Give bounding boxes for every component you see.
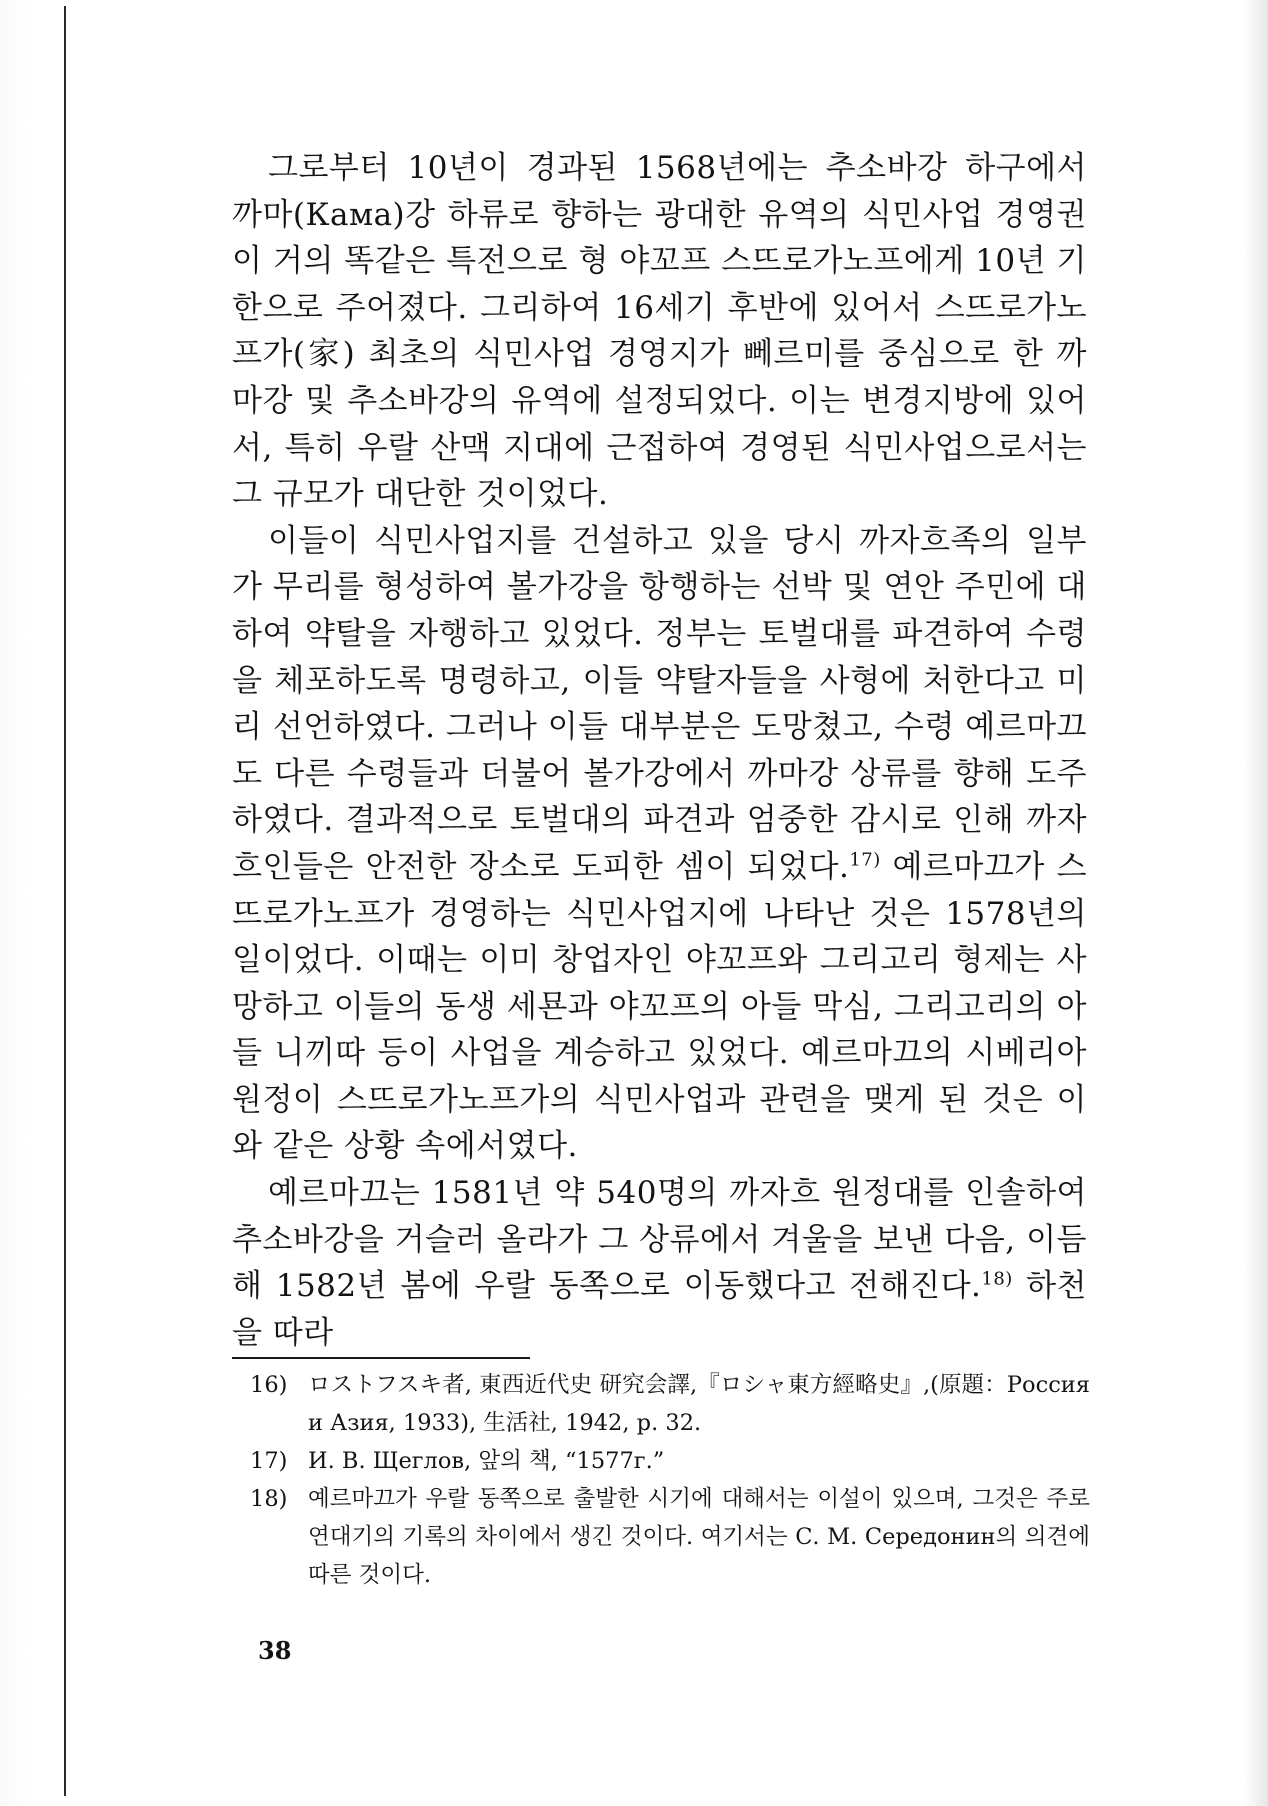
footnote-16 <box>250 1366 1090 1442</box>
footnote-number: 16) <box>250 1372 288 1398</box>
footnote-text: ロストフスキ者, 東西近代史 研究会譯,『ロシャ東方經略史』,(原題：Россия и Азия, 1933), 生活社, 1942, p. 32. <box>308 1372 1090 1436</box>
footnote-text: 예르마끄가 우랄 동쪽으로 출발한 시기에 대해서는 이설이 있으며, 그것은 주로 연대기의 기록의 차이에서 생긴 것이다. 여기서는 С. М. Середонин의 의견에 따른 것이다. <box>308 1486 1090 1588</box>
paragraph-2 <box>232 518 1087 1170</box>
paragraph-3-text-a: 예르마끄는 1581년 약 540명의 까자흐 원정대를 인솔하여 추소바강을 거슬러 올라가 그 상류에서 겨울을 보낸 다음, 이듬해 1582년 봄에 우랄 동쪽으로 이동했다고 전해진다. <box>232 1175 1087 1305</box>
footnote-ref-17: 17) <box>849 849 881 871</box>
footnotes <box>250 1366 1090 1594</box>
book-page-edge <box>64 6 66 1796</box>
footnote-number: 18) <box>250 1486 288 1512</box>
page-number: 38 <box>258 1636 292 1665</box>
body-text <box>232 145 1087 1356</box>
paragraph-2-text-b: 예르마끄가 스뜨로가노프가 경영하는 식민사업지에 나타난 것은 1578년의 일이었다. 이때는 이미 창업자인 야꼬프와 그리고리 형제는 사망하고 이들의 동생 세묜과 야꼬프의 아들 막심, 그리고리의 아들 니끼따 등이 사업을 계승하고 있었다. 예르마끄의 시베리아 원정이 스뜨로가노프가의 식민사업과 관련을 맺게 된 것은 이와 같은 상황 속에서였다. <box>232 848 1087 1165</box>
page-left-margin <box>0 0 30 1806</box>
footnote-text: И. В. Щеглов, 앞의 책, “1577г.” <box>308 1448 665 1474</box>
footnote-ref-18: 18) <box>981 1268 1013 1290</box>
footnote-18 <box>250 1480 1090 1594</box>
footnote-17 <box>250 1442 1090 1480</box>
paragraph-1: 그로부터 10년이 경과된 1568년에는 추소바강 하구에서 까마(Кама)강 하류로 향하는 광대한 유역의 식민사업 경영권이 거의 똑같은 특전으로 형 야꼬프 스뜨로가노프에게 10년 기한으로 주어졌다. 그리하여 16세기 후반에 있어서 스뜨로가노프가(家) 최초의 식민사업 경영지가 뻬르미를 중심으로 한 까마강 및 추소바강의 유역에 설정되었다. 이는 변경지방에 있어서, 특히 우랄 산맥 지대에 근접하여 경영된 식민사업으로서는 그 규모가 대단한 것이었다. <box>232 150 1087 513</box>
page-right-shadow <box>1244 0 1268 1806</box>
paragraph-2-text-a: 이들이 식민사업지를 건설하고 있을 당시 까자흐족의 일부가 무리를 형성하여 볼가강을 항행하는 선박 및 연안 주민에 대하여 약탈을 자행하고 있었다. 정부는 토벌대를 파견하여 수령을 체포하도록 명령하고, 이들 약탈자들을 사형에 처한다고 미리 선언하였다. 그러나 이들 대부분은 도망쳤고, 수령 예르마끄도 다른 수령들과 더불어 볼가강에서 까마강 상류를 향해 도주하였다. 결과적으로 토벌대의 파견과 엄중한 감시로 인해 까자흐인들은 안전한 장소로 도피한 셈이 되었다. <box>232 522 1087 885</box>
paragraph-3 <box>232 1170 1087 1356</box>
footnote-number: 17) <box>250 1448 288 1474</box>
footnote-divider <box>232 1357 530 1359</box>
paragraph-3-text-b: 하천을 따라 <box>232 1268 1087 1351</box>
